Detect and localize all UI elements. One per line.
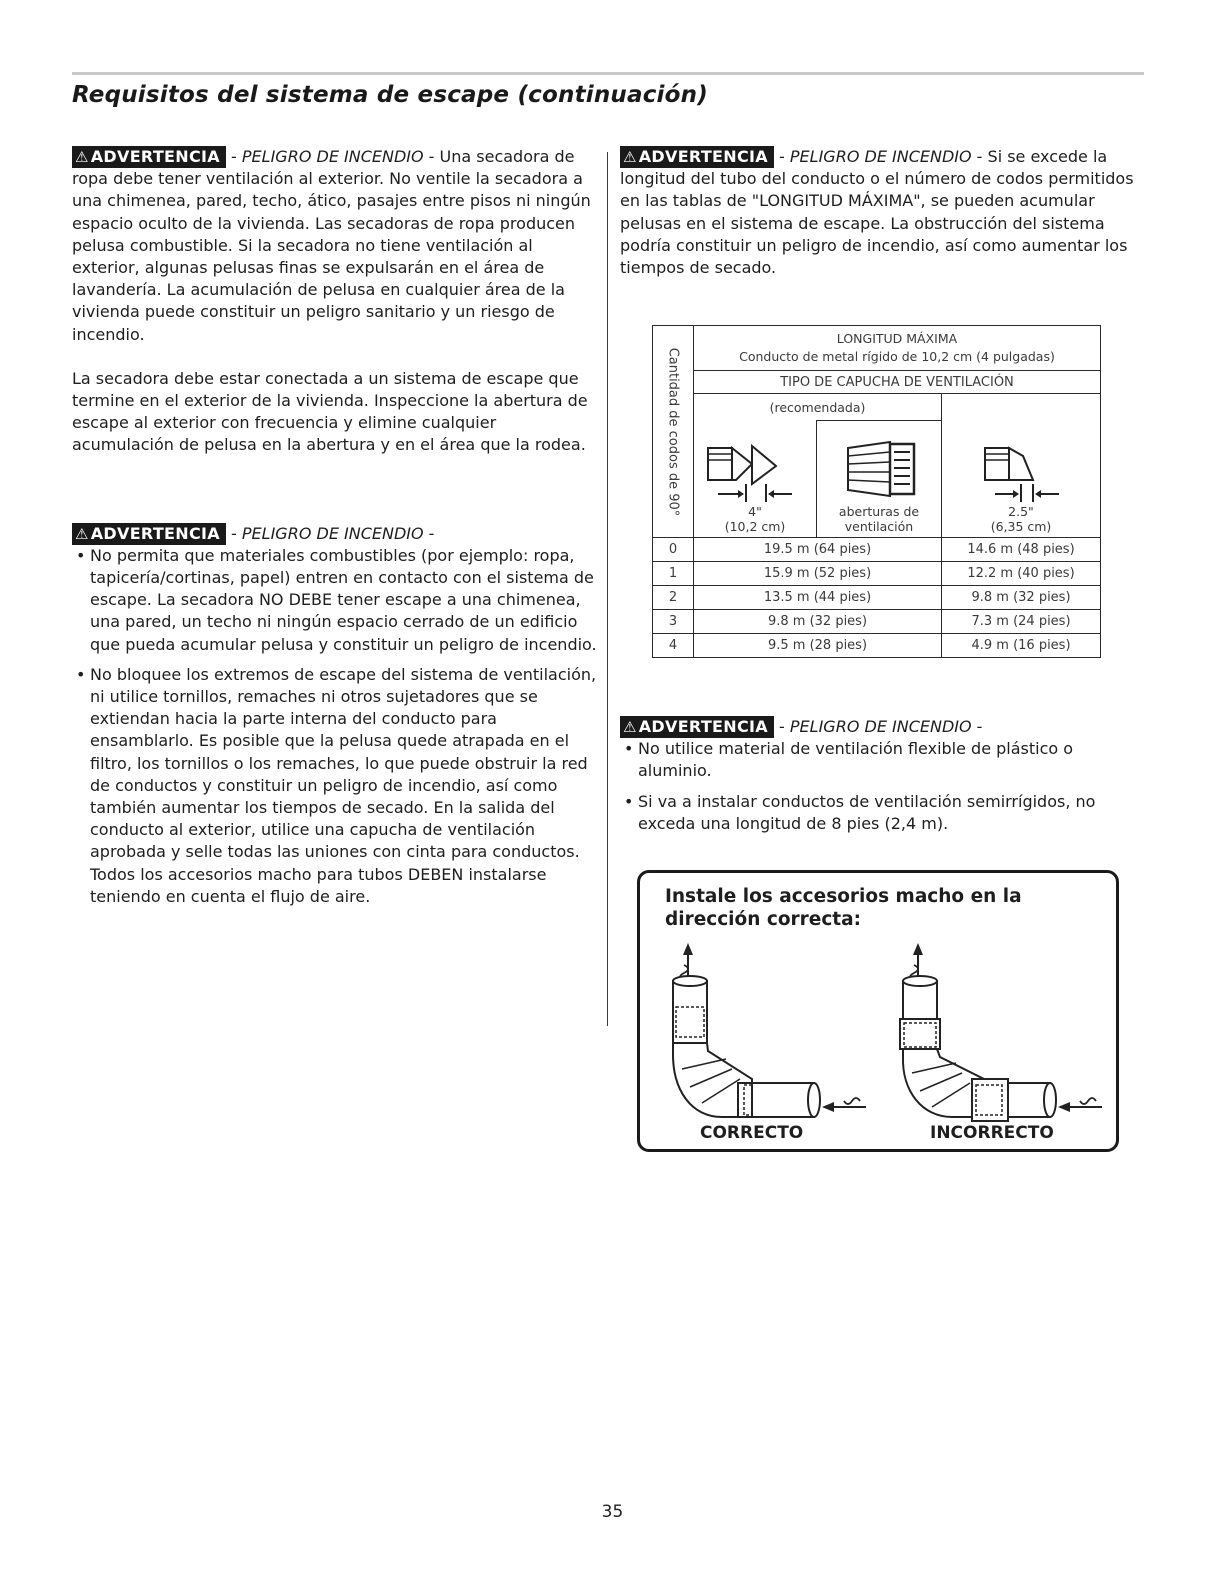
list-item: • No bloquee los extremos de escape del sistema de ventilación, ni utilice tornillos, remaches ni otros sujetadores que se extiendan hacia la parte interna del conducto para ensamblarlo. Es posible que la pelusa quede atrapada en el filtro, los tornillos o los remaches, lo que puede obstruir la red de conductos y constituir un peligro de incendio, así como también aumentar los tiempos de secado. En la salida del conducto al exterior, utilice una capucha de ventilación aprobada y selle todas las uniones con cinta para conductos. Todos los accesorios macho para tubos DEBEN instalarse teniendo en cuenta el flujo de aire.	[72, 664, 597, 908]
page-number: 35	[601, 1502, 624, 1522]
list-item: • No utilice material de ventilación flexible de plástico o aluminio.	[620, 738, 1125, 782]
hood-2-5in-caption-metric: (6,35 cm)	[990, 519, 1052, 534]
right-column-lower	[620, 716, 1125, 843]
length-recommended: 13.5 m (44 pies)	[694, 586, 942, 610]
elbow-count: 4	[653, 634, 694, 658]
fitting-direction-callout	[637, 870, 1119, 1152]
hood-2-5in-icon	[961, 438, 1081, 504]
table-title-cell	[694, 326, 1101, 371]
correct-fitting-illustration	[673, 943, 866, 1117]
hood-louvered-caption: aberturas de	[838, 504, 920, 519]
warning-fire-ventilation: ⚠ ADVERTENCIA - PELIGRO DE INCENDIO - Una secadora de ropa debe tener ventilación al exterior. No ventile la secadora a una chimenea, pared, techo, ático, pasajes entre pisos ni ningún espacio oculto de la vivienda. Las secadoras de ropa producen pelusa combustible. Si la secadora no tiene ventilación al exterior, algunas pelusas finas se expulsarán en el área de lavandería. La acumulación de pelusa en cualquier área de la vivienda puede constituir un peligro sanitario y un riesgo de incendio.	[72, 147, 591, 344]
page-title: Requisitos del sistema de escape (continuación)	[72, 82, 708, 108]
length-alternative: 12.2 m (40 pies)	[942, 562, 1101, 586]
warning-triangle-icon: ⚠	[623, 718, 637, 736]
table-row	[653, 538, 1101, 562]
warning-bullet-list	[620, 738, 1125, 835]
warning-badge	[620, 716, 774, 738]
elbow-count: 2	[653, 586, 694, 610]
elbow-count: 0	[653, 538, 694, 562]
incorrect-label: INCORRECTO	[930, 1123, 1054, 1143]
hazard-label: PELIGRO DE INCENDIO	[241, 523, 424, 543]
top-rule	[72, 72, 1144, 75]
warning-triangle-icon: ⚠	[623, 148, 637, 166]
length-recommended: 15.9 m (52 pies)	[694, 562, 942, 586]
hood-4in-icon	[700, 438, 810, 504]
warning-fire-flexible: ⚠ ADVERTENCIA - PELIGRO DE INCENDIO -	[620, 716, 1125, 738]
warning-text: Si se excede la longitud del tubo del conducto o el número de codos permitidos en las tablas de "LONGITUD MÁXIMA", se pueden acumular pelusas en el sistema de escape. La obstrucción del sistema podría constituir un peligro de incendio, así como aumentar los tiempos de secado.	[620, 147, 1134, 278]
warning-badge	[72, 146, 226, 168]
length-alternative: 4.9 m (16 pies)	[942, 634, 1101, 658]
table-row	[653, 586, 1101, 610]
warning-badge	[620, 146, 774, 168]
hood-louvered-caption-2: ventilación	[844, 519, 914, 534]
length-recommended: 19.5 m (64 pies)	[694, 538, 942, 562]
table-row	[653, 634, 1101, 658]
elbow-count: 3	[653, 610, 694, 634]
hood-2-5in-caption: 2.5"	[1008, 504, 1034, 519]
hood-4in-caption: 4"	[748, 504, 762, 519]
warning-triangle-icon: ⚠	[75, 524, 89, 543]
fitting-direction-diagram	[640, 873, 1116, 1149]
hazard-label: PELIGRO DE INCENDIO	[241, 147, 424, 166]
recommended-header: (recomendada)	[694, 394, 942, 421]
table-row	[653, 610, 1101, 634]
table-subtitle: Conducto de metal rígido de 10,2 cm (4 pulgadas)	[739, 349, 1055, 364]
length-alternative: 9.8 m (32 pies)	[942, 586, 1101, 610]
hazard-label: PELIGRO DE INCENDIO	[789, 717, 972, 736]
elbow-count: 1	[653, 562, 694, 586]
hood-louvered-cell	[817, 421, 942, 538]
warning-fire-length: ⚠ ADVERTENCIA - PELIGRO DE INCENDIO - Si se excede la longitud del tubo del conducto o el número de codos permitidos en las tablas de "LONGITUD MÁXIMA", se pueden acumular pelusas en el sistema de escape. La obstrucción del sistema podría constituir un peligro de incendio, así como aumentar los tiempos de secado.	[620, 147, 1134, 278]
hazard-label: PELIGRO DE INCENDIO	[789, 147, 972, 166]
warning-badge-label: ADVERTENCIA	[90, 147, 220, 166]
louvered-hood-icon	[824, 434, 934, 504]
warning-badge-label: ADVERTENCIA	[638, 147, 768, 166]
length-alternative: 7.3 m (24 pies)	[942, 610, 1101, 634]
length-recommended: 9.5 m (28 pies)	[694, 634, 942, 658]
length-alternative: 14.6 m (48 pies)	[942, 538, 1101, 562]
table-title: LONGITUD MÁXIMA	[836, 331, 958, 346]
table-row	[653, 562, 1101, 586]
warning-triangle-icon: ⚠	[75, 148, 89, 166]
column-divider	[607, 152, 608, 1026]
empty-header-cell	[942, 394, 1101, 421]
hood-type-header: TIPO DE CAPUCHA DE VENTILACIÓN	[694, 371, 1101, 394]
elbow-count-label: Cantidad de codos de 90°	[665, 347, 681, 516]
warning-text: Una secadora de ropa debe tener ventilación al exterior. No ventile la secadora a una chimenea, pared, techo, ático, pasajes entre pisos ni ningún espacio oculto de la vivienda. Las secadoras de ropa producen pelusa combustible. Si la secadora no tiene ventilación al exterior, algunas pelusas finas se expulsarán en el área de lavandería. La acumulación de pelusa en cualquier área de la vivienda puede constituir un peligro sanitario y un riesgo de incendio.	[72, 147, 591, 344]
warning-badge-label: ADVERTENCIA	[90, 523, 220, 543]
incorrect-fitting-illustration	[900, 943, 1102, 1121]
elbow-count-header	[653, 326, 694, 538]
warning-bullet-list	[72, 545, 597, 908]
correct-label: CORRECTO	[700, 1123, 804, 1143]
hood-2-5in-cell	[942, 421, 1101, 538]
right-column	[620, 146, 1140, 279]
hood-4in-cell	[694, 421, 817, 538]
warning-badge	[72, 523, 226, 545]
max-length-table	[652, 325, 1101, 658]
connection-paragraph: La secadora debe estar conectada a un sistema de escape que termine en el exterior de la vivienda. Inspeccione la abertura de escape al exterior con frecuencia y elimine cualquier acumulación de pelusa en la abertura y en el área que la rodea.	[72, 368, 588, 455]
list-item: • Si va a instalar conductos de ventilación semirrígidos, no exceda una longitud de 8 pies (2,4 m).	[620, 791, 1125, 835]
length-recommended: 9.8 m (32 pies)	[694, 610, 942, 634]
hood-4in-caption-metric: (10,2 cm)	[724, 519, 786, 534]
list-item: • No permita que materiales combustibles (por ejemplo: ropa, tapicería/cortinas, papel) entren en contacto con el sistema de escape. La secadora NO DEBE tener escape a una chimenea, una pared, un techo ni ningún espacio cerrado de un edificio que pueda acumular pelusa y constituir un peligro de incendio.	[72, 545, 597, 656]
warning-fire-materials: ⚠ ADVERTENCIA - PELIGRO DE INCENDIO -	[72, 523, 597, 545]
callout-title: Instale los accesorios macho en la dirección correcta:	[665, 886, 1022, 930]
warning-badge-label: ADVERTENCIA	[638, 717, 768, 736]
left-column	[72, 146, 597, 916]
